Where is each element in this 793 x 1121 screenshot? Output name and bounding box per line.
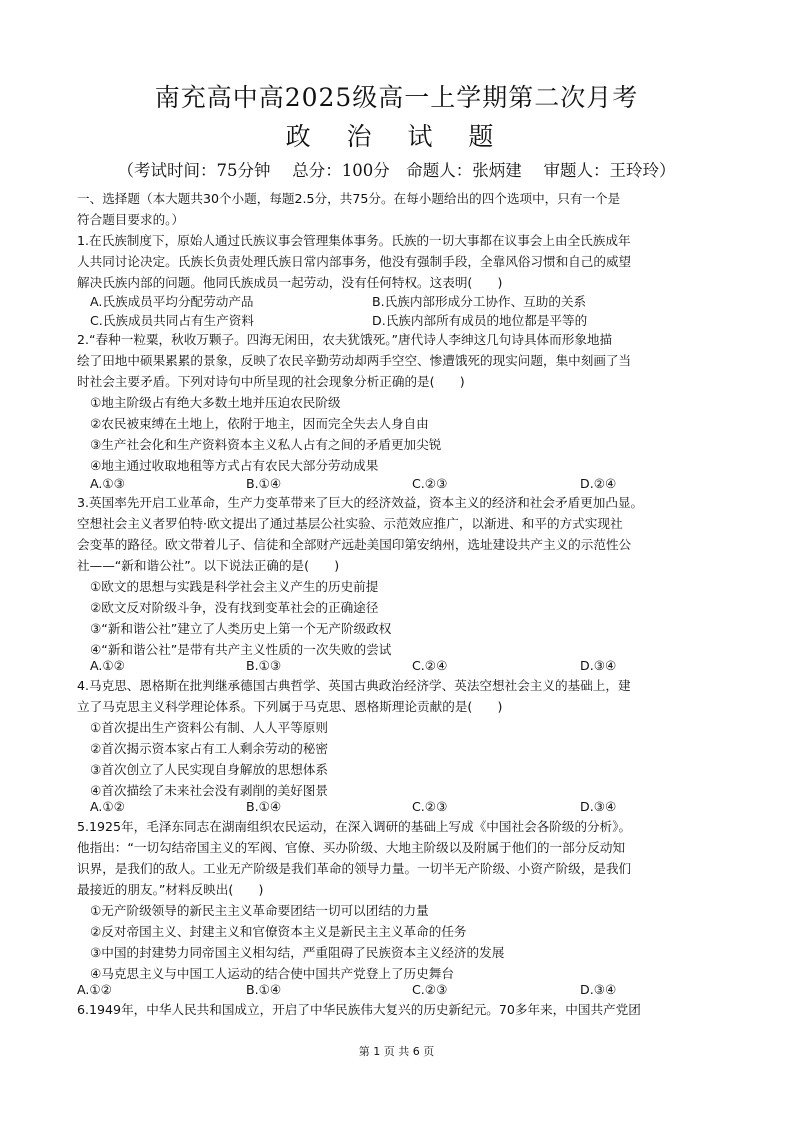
question-2-text: 绘了田地中硕果累累的景象，反映了农民辛勤劳动却两手空空、惨遭饿死的现实问题，集中刻画了当 xyxy=(77,353,632,368)
option-a: A.①③ xyxy=(90,476,125,491)
question-3-text: 社——“新和谐公社”。以下说法正确的是( ) xyxy=(77,558,340,573)
statement-2: ②农民被束缚在土地上，依附于地主，因而完全失去人身自由 xyxy=(90,416,429,431)
option-d: D.氏族内部所有成员的地位都是平等的 xyxy=(372,313,588,328)
option-a: A.①② xyxy=(90,658,125,673)
question-3-text: 会变革的路径。欧文带着儿子、信徒和全部财产远赴美国印第安纳州，选址建设共产主义的示范性公 xyxy=(77,537,632,552)
question-2-text: 2.“春种一粒粟，秋收万颗子。四海无闲田，农夫犹饿死。”唐代诗人李绅这几句诗具体而形象地描 xyxy=(77,332,613,347)
option-d: D.③④ xyxy=(580,799,617,814)
option-b: B.①③ xyxy=(246,658,282,673)
question-1-text: 人共同讨论决定。氏族长负责处理氏族日常内部事务，他没有强制手段，全靠风俗习惯和自己的威望 xyxy=(77,254,632,269)
statement-1: ①无产阶级领导的新民主主义革命要团结一切可以团结的力量 xyxy=(90,903,429,918)
question-5-text: 识界，是我们的敌人。工业无产阶级是我们革命的领导力量。一切半无产阶级、小资产阶级，是我们 xyxy=(77,861,632,876)
question-5-text: 最接近的朋友。”材料反映出( ) xyxy=(77,882,264,897)
option-c: C.②③ xyxy=(412,799,448,814)
statement-2: ②欧文反对阶级斗争，没有找到变革社会的正确途径 xyxy=(90,600,379,615)
statement-3: ③中国的封建势力同帝国主义相勾结，严重阻碍了民族资本主义经济的发展 xyxy=(90,945,505,960)
question-5-text: 他指出：“一切勾结帝国主义的军阀、官僚、买办阶级、大地主阶级以及附属于他们的一部分反动知 xyxy=(77,840,626,855)
section-instructions: 一、选择题（本大题共30个小题，每题2.5分，共75分。在每小题给出的四个选项中，只有一个是 xyxy=(77,191,621,206)
statement-4: ④马克思主义与中国工人运动的结合使中国共产党登上了历史舞台 xyxy=(90,966,454,981)
option-b: B.氏族内部形成分工协作、互助的关系 xyxy=(372,294,587,309)
statement-3: ③首次创立了人民实现自身解放的思想体系 xyxy=(90,762,328,777)
option-b: B.①④ xyxy=(246,799,282,814)
option-d: D.②④ xyxy=(580,476,617,491)
statement-1: ①地主阶级占有绝大多数土地并压迫农民阶级 xyxy=(90,395,341,410)
statement-2: ②首次揭示资本家占有工人剩余劳动的秘密 xyxy=(90,741,328,756)
statement-1: ①首次提出生产资料公有制、人人平等原则 xyxy=(90,720,328,735)
statement-4: ④“新和谐公社”是带有共产主义性质的一次失败的尝试 xyxy=(90,642,392,657)
question-5-text: 5.1925年，毛泽东同志在湖南组织农民运动，在深入调研的基础上写成《中国社会各阶级的分析》。 xyxy=(77,819,632,834)
question-1-text: 解决氏族内部的问题。他同氏族成员一起劳动，没有任何特权。这表明( ) xyxy=(77,275,503,290)
section-instructions-cont: 符合题目要求的。） xyxy=(77,212,185,227)
subject-title: 政 治 试 题 xyxy=(285,122,508,151)
option-d: D.③④ xyxy=(580,982,617,997)
option-c: C.②③ xyxy=(412,982,448,997)
option-c: C.②④ xyxy=(412,658,448,673)
statement-4: ④首次描绘了未来社会没有剥削的美好图景 xyxy=(90,783,328,798)
statement-4: ④地主通过收取地租等方式占有农民大部分劳动成果 xyxy=(90,458,379,473)
statement-3: ③生产社会化和生产资料资本主义私人占有之间的矛盾更加尖锐 xyxy=(90,437,442,452)
option-a: A.①② xyxy=(77,982,112,997)
question-4-text: 4.马克思、恩格斯在批判继承德国古典哲学、英国古典政治经济学、英法空想社会主义的基础上，建 xyxy=(77,678,631,693)
question-3-text: 3.英国率先开启工业革命，生产力变革带来了巨大的经济效益，资本主义的经济和社会矛盾更加凸显。 xyxy=(77,495,644,510)
page-footer: 第 1 页 共 6 页 xyxy=(358,1045,435,1058)
statement-3: ③“新和谐公社”建立了人类历史上第一个无产阶级政权 xyxy=(90,621,392,636)
option-c: C.②③ xyxy=(412,476,448,491)
option-d: D.③④ xyxy=(580,658,617,673)
question-1-text: 1.在氏族制度下，原始人通过氏族议事会管理集体事务。氏族的一切大事都在议事会上由全氏族成年 xyxy=(77,233,631,248)
statement-1: ①欧文的思想与实践是科学社会主义产生的历史前提 xyxy=(90,579,379,594)
option-a: A.①② xyxy=(90,799,125,814)
question-6-text: 6.1949年，中华人民共和国成立，开启了中华民族伟大复兴的历史新纪元。70多年来，中国共产党团 xyxy=(77,1002,641,1017)
exam-info: （考试时间：75分钟 总分：100分 命题人：张炳建 审题人：王玲玲） xyxy=(117,161,676,180)
option-c: C.氏族成员共同占有生产资料 xyxy=(90,313,254,328)
option-b: B.①④ xyxy=(246,476,282,491)
option-a: A.氏族成员平均分配劳动产品 xyxy=(90,294,254,309)
question-4-text: 立了马克思主义科学理论体系。下列属于马克思、恩格斯理论贡献的是( ) xyxy=(77,699,503,714)
exam-title: 南充高中高2025级高一上学期第二次月考 xyxy=(154,83,639,112)
statement-2: ②反对帝国主义、封建主义和官僚资本主义是新民主主义革命的任务 xyxy=(90,924,467,939)
question-2-text: 时社会主要矛盾。下列对诗句中所呈现的社会现象分析正确的是( ) xyxy=(77,374,465,389)
option-b: B.①④ xyxy=(246,982,282,997)
question-3-text: 空想社会主义者罗伯特·欧文提出了通过基层公社实验、示范效应推广，以渐进、和平的方式实现社 xyxy=(77,516,623,531)
